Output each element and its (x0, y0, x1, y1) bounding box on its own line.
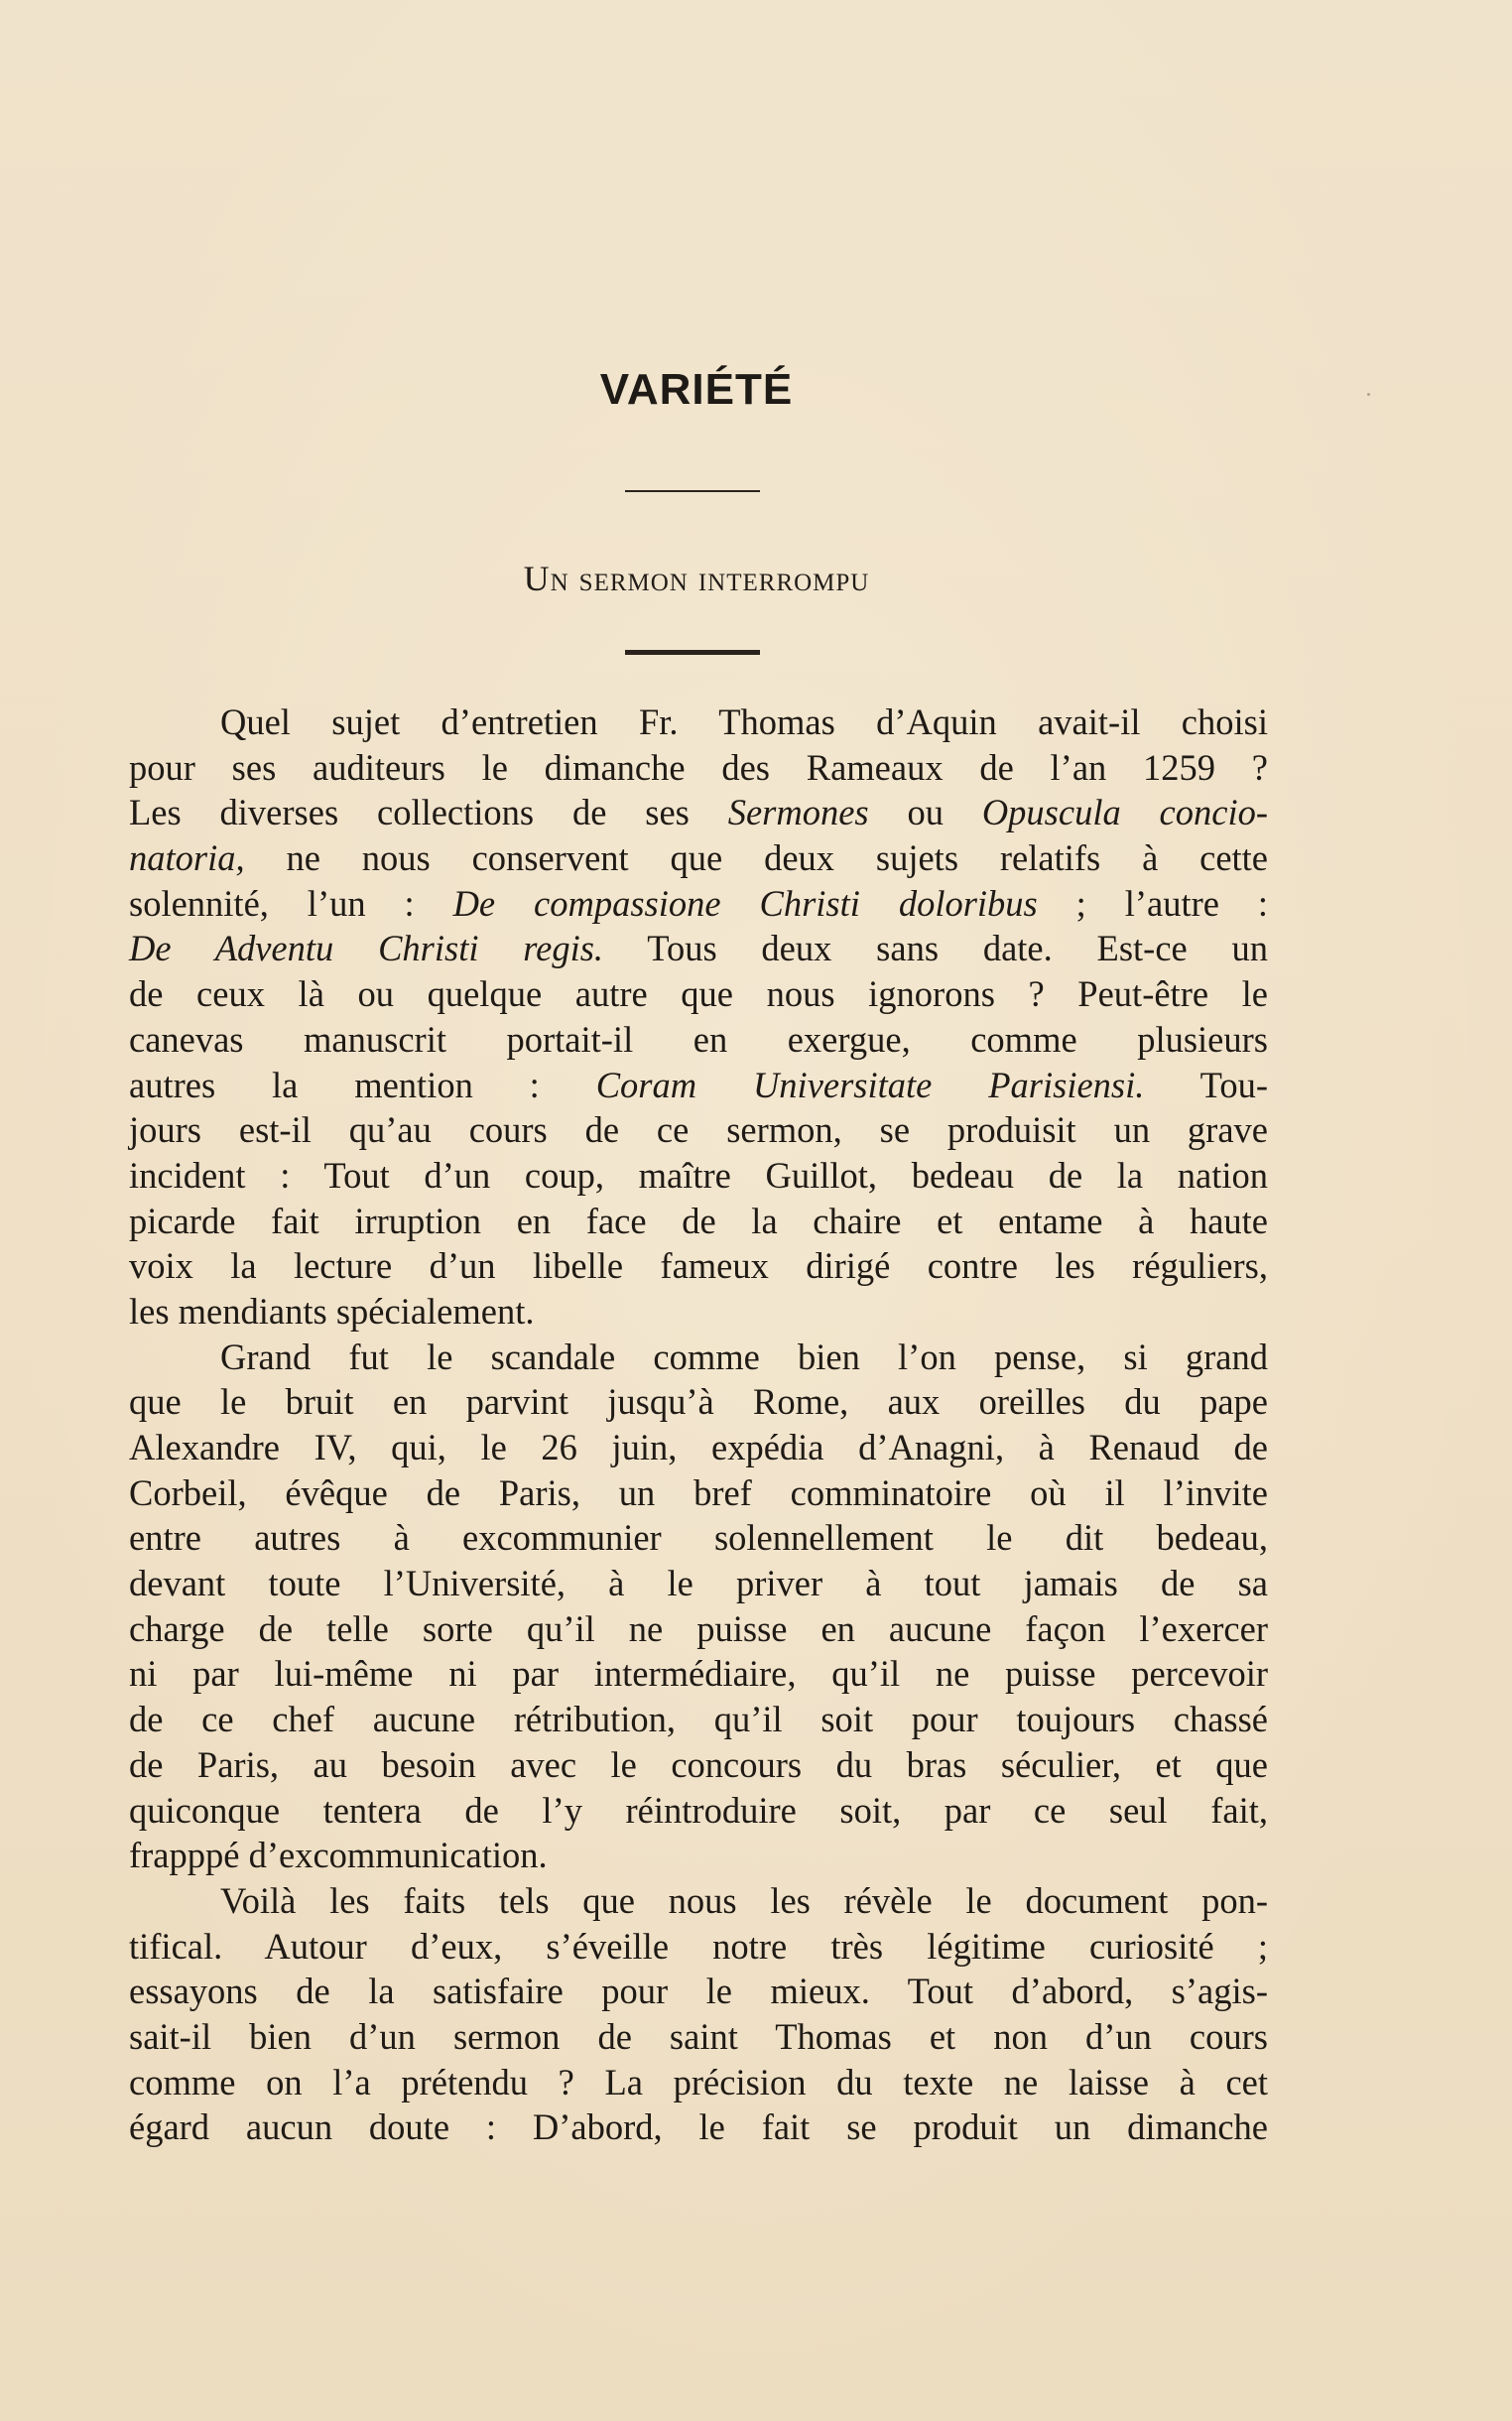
text-run: canevas manuscrit portait-il en exergue, comme plusieurs (129, 1018, 1268, 1060)
text-run: entre autres à excommunier solennellement le dit bedeau, (129, 1517, 1268, 1559)
text-run: comme on l’a prétendu ? La précision du texte ne laisse à cet (129, 2061, 1268, 2102)
italic-text: natoria, (129, 837, 245, 879)
text-run: frapppé d’excommunication. (129, 1835, 548, 1876)
paper-speck (1367, 393, 1370, 396)
text-line (129, 1335, 1268, 1380)
text-run: de ceux là ou quelque autre que nous ignorons ? Peut-être le (129, 973, 1268, 1015)
text-run: Quel sujet d’entretien Fr. Thomas d’Aquin avait-il choisi (220, 701, 1268, 742)
text-line (129, 1425, 1268, 1470)
text-run: que le bruit en parvint jusqu’à Rome, aux oreilles du pape (129, 1381, 1268, 1423)
text-line (129, 1833, 1268, 1878)
text-line (129, 1289, 1268, 1335)
text-line (129, 1788, 1268, 1834)
paragraph (129, 1878, 1268, 2150)
paragraph (129, 700, 1268, 1335)
text-line (129, 745, 1268, 791)
text-run: Voilà les faits tels que nous les révèle le document pon- (220, 1879, 1268, 1921)
text-line (129, 2060, 1268, 2105)
text-run: Tous deux sans date. Est-ce un (603, 928, 1269, 969)
page-title: VARIÉTÉ (599, 365, 794, 414)
text-line (129, 1379, 1268, 1425)
text-run: charge de telle sorte qu’il ne puisse en aucune façon l’exercer (129, 1607, 1268, 1649)
subtitle-rule (625, 650, 760, 655)
text-line (129, 1606, 1268, 1652)
text-run: picarde fait irruption en face de la chaire et entame à haute (129, 1200, 1268, 1241)
text-line (129, 971, 1268, 1017)
text-line (129, 835, 1268, 881)
text-run: égard aucun doute : D’abord, le fait se produit un dimanche (129, 2106, 1268, 2148)
text-run: solennité, l’un : (129, 882, 453, 924)
text-run: ; l’autre : (1037, 882, 1268, 924)
italic-text: De compassione Christi doloribus (452, 882, 1038, 924)
text-line (129, 1153, 1268, 1199)
text-run: devant toute l’Université, à le priver à tout jamais de sa (129, 1563, 1268, 1604)
text-line (129, 1470, 1268, 1516)
text-line (129, 1561, 1268, 1606)
text-run: sait-il bien d’un sermon de saint Thomas et non d’un cours (129, 2015, 1268, 2057)
text-line (129, 1515, 1268, 1561)
body-text (129, 700, 1268, 2150)
text-run: de ce chef aucune rétribution, qu’il soit pour toujours chassé (129, 1699, 1268, 1740)
text-run: de Paris, au besoin avec le concours du bras séculier, et que (129, 1743, 1268, 1785)
text-run: ni par lui-même ni par intermédiaire, qu’il ne puisse percevoir (129, 1653, 1268, 1695)
text-line (129, 1878, 1268, 1924)
paragraph (129, 1335, 1268, 1878)
italic-text: Sermones (727, 792, 869, 833)
text-line (129, 881, 1268, 927)
italic-text: Opuscula concio- (981, 792, 1269, 833)
text-run: les mendiants spécialement. (129, 1290, 535, 1332)
section-subtitle: Un sermon interrompu (523, 559, 870, 598)
italic-text: De Adventu Christi regis. (129, 928, 604, 969)
text-run: quiconque tentera de l’y réintroduire soit, par ce seul fait, (129, 1789, 1268, 1831)
text-line (129, 2104, 1268, 2150)
text-run: essayons de la satisfaire pour le mieux. Tout d’abord, s’agis- (129, 1971, 1268, 2012)
text-run: Grand fut le scandale comme bien l’on pense, si grand (220, 1336, 1268, 1377)
text-run: Tou- (1144, 1064, 1269, 1105)
title-rule (625, 490, 760, 492)
text-run: autres la mention : (129, 1064, 596, 1105)
text-line (129, 1243, 1268, 1289)
text-run: pour ses auditeurs le dimanche des Rameaux de l’an 1259 ? (129, 746, 1268, 788)
text-run: Corbeil, évêque de Paris, un bref comminatoire où il l’invite (129, 1471, 1268, 1513)
text-run: Alexandre IV, qui, le 26 juin, expédia d’Anagni, à Renaud de (129, 1427, 1268, 1467)
text-run: voix la lecture d’un libelle fameux dirigé contre les réguliers, (129, 1245, 1268, 1287)
text-line (129, 1742, 1268, 1788)
text-run: ou (868, 792, 982, 833)
text-run: tifical. Autour d’eux, s’éveille notre très légitime curiosité ; (129, 1925, 1268, 1967)
text-line (129, 1017, 1268, 1063)
text-run: incident : Tout d’un coup, maître Guillot, bedeau de la nation (129, 1154, 1268, 1196)
text-line (129, 1199, 1268, 1244)
text-line (129, 700, 1268, 745)
text-run: jours est-il qu’au cours de ce sermon, se produisit un grave (129, 1109, 1268, 1151)
text-line (129, 1651, 1268, 1697)
text-line (129, 1697, 1268, 1742)
text-line (129, 1969, 1268, 2014)
text-line (129, 790, 1268, 835)
text-run: ne nous conservent que deux sujets relatifs à cette (244, 837, 1268, 879)
text-line (129, 1107, 1268, 1153)
italic-text: Coram Universitate Parisiensi. (595, 1064, 1145, 1105)
text-line (129, 1924, 1268, 1970)
text-line (129, 2014, 1268, 2060)
text-line (129, 926, 1268, 971)
text-line (129, 1063, 1268, 1108)
text-run: Les diverses collections de ses (129, 792, 728, 833)
